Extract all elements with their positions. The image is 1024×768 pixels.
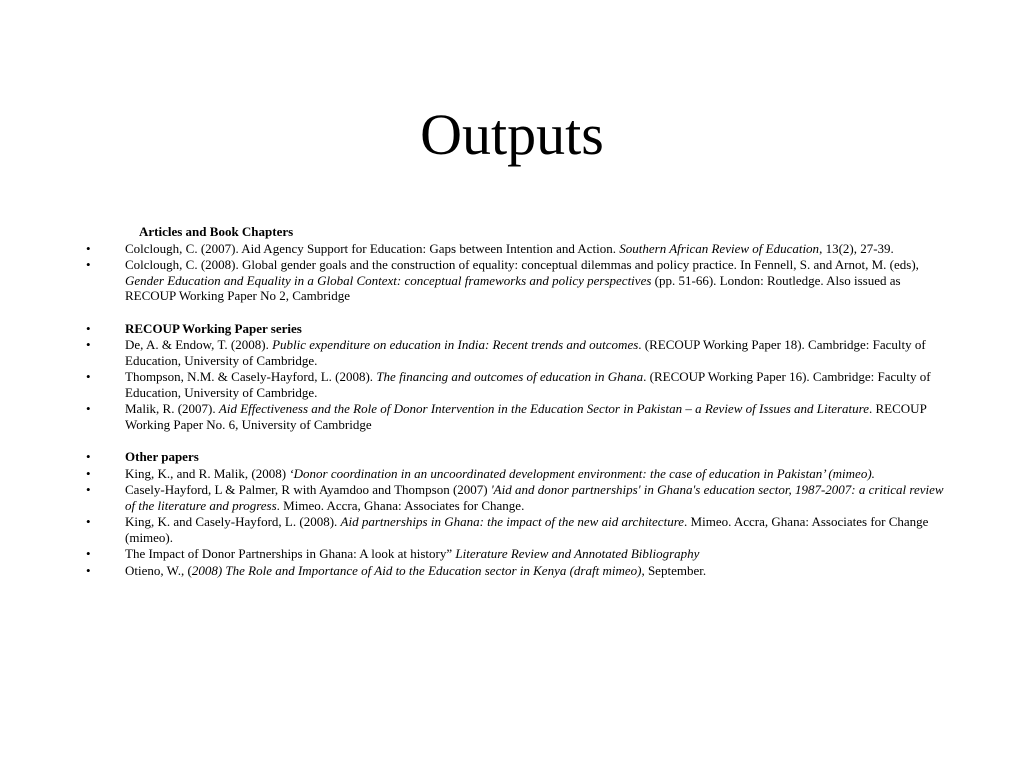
list-item: • King, K. and Casely-Hayford, L. (2008). Aid partnerships in Ghana: the impact of the new aid architecture. Mimeo. Accra, Ghana: Associates for Change (mimeo).: [86, 514, 929, 545]
bullet-icon: •: [86, 401, 91, 416]
list-item: • The Impact of Donor Partnerships in Ghana: A look at history” Literature Review and Annotated Bibliography: [86, 546, 700, 561]
bullet-icon: •: [86, 240, 91, 256]
list-item: • Colclough, C. (2008). Global gender goals and the construction of equality: conceptual dilemmas and policy practice. In Fennell, S. and Arnot, M. (eds), Gender Education and Equality in a Global Context: conceptual frameworks and policy perspectives (pp. 51-66). London: Routledge. Also issued as RECOUP Working Paper No 2, Cambridge: [86, 257, 919, 303]
bullet-icon: •: [86, 482, 91, 497]
section-heading-recoup: • RECOUP Working Paper series: [86, 320, 302, 336]
bullet-icon: •: [86, 562, 91, 578]
bullet-icon: •: [86, 337, 91, 352]
section-heading-other: • Other papers: [86, 449, 199, 464]
bullet-icon: •: [86, 369, 91, 384]
bullet-icon: •: [86, 546, 91, 561]
bullet-icon: •: [86, 320, 91, 336]
list-item: • King, K., and R. Malik, (2008) ‘Donor coordination in an uncoordinated development environment: the case of education in Pakistan’ (mimeo).: [86, 465, 875, 481]
list-item: • De, A. & Endow, T. (2008). Public expenditure on education in India: Recent trends and outcomes. (RECOUP Working Paper 18). Cambridge: Faculty of Education, University of Cambridge.: [86, 337, 926, 368]
bullet-icon: •: [86, 449, 91, 464]
list-item: • Otieno, W., (2008) The Role and Importance of Aid to the Education sector in Kenya (draft mimeo), September.: [86, 562, 707, 578]
list-item: • Casely-Hayford, L & Palmer, R with Ayamdoo and Thompson (2007) 'Aid and donor partnerships' in Ghana's education sector, 1987-2007: a critical review of the literature and progress. Mimeo. Accra, Ghana: Associates for Change.: [86, 482, 944, 513]
list-item: • Colclough, C. (2007). Aid Agency Support for Education: Gaps between Intention and Action. Southern African Review of Education, 13(2), 27-39.: [86, 240, 894, 256]
bullet-icon: •: [86, 257, 91, 272]
slide-title: Outputs: [420, 102, 604, 167]
outputs-list: [86, 224, 946, 579]
section-heading-articles: Articles and Book Chapters: [139, 224, 294, 239]
bullet-icon: •: [86, 514, 91, 529]
spacer: [86, 305, 946, 321]
bullet-icon: •: [86, 465, 91, 481]
spacer: [86, 433, 946, 449]
list-item: • Malik, R. (2007). Aid Effectiveness and the Role of Donor Intervention in the Education Sector in Pakistan – a Review of Issues and Literature. RECOUP Working Paper No. 6, University of Cambridge: [86, 401, 927, 432]
list-item: • Thompson, N.M. & Casely-Hayford, L. (2008). The financing and outcomes of education in Ghana. (RECOUP Working Paper 16). Cambridge: Faculty of Education, University of Cambridge.: [86, 369, 931, 400]
